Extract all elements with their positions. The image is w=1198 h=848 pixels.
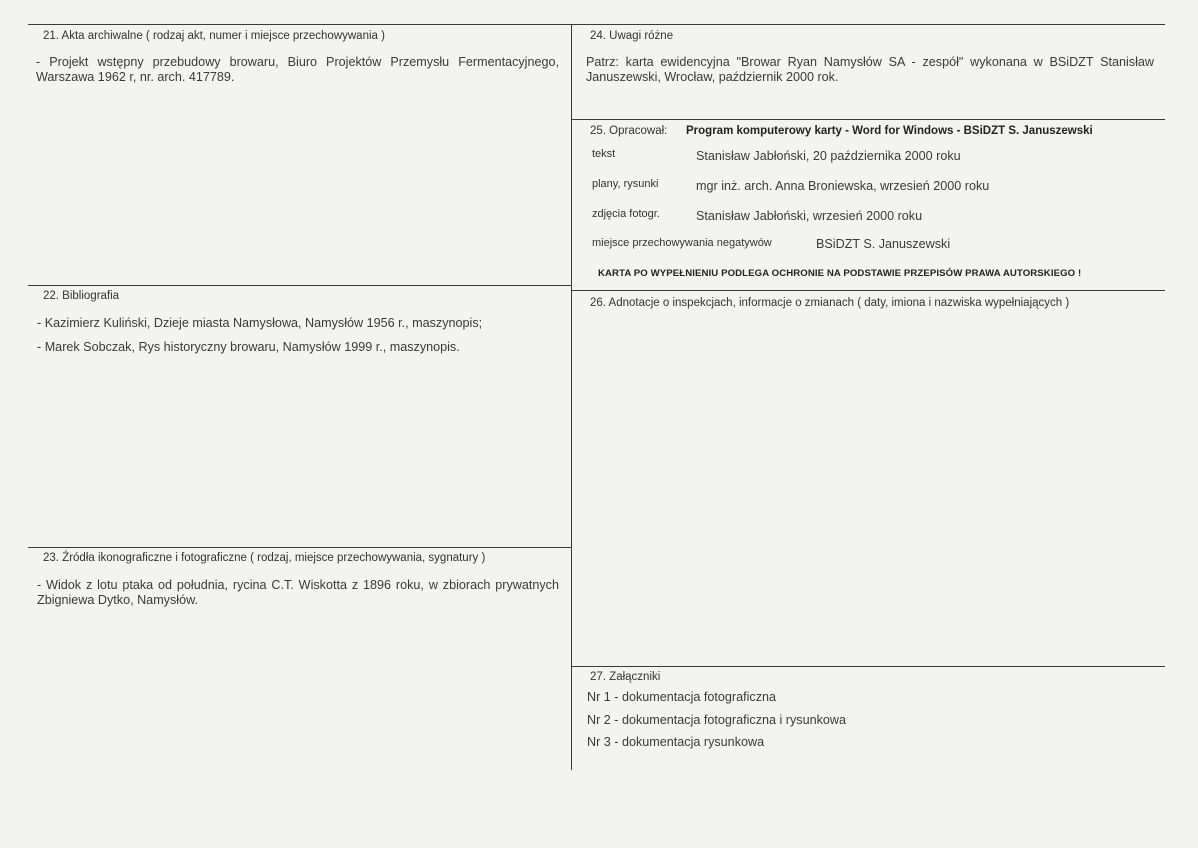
rule-right-26 [572, 290, 1165, 291]
section-22-item-1: - Kazimierz Kuliński, Dzieje miasta Namysłowa, Namysłów 1956 r., maszynopis; [37, 316, 483, 330]
center-divider [571, 24, 572, 770]
section-21-item: - Projekt wstępny przebudowy browaru, Biuro Projektów Przemysłu Fermentacyjnego, Warszawa 1962 r, nr. arch. 417789. [36, 55, 559, 84]
section-24-text: Patrz: karta ewidencyjna "Browar Ryan Namysłów SA - zespół" wykonana w BSiDZT Stanisław Januszewski, Wrocław, październik 2000 rok. [586, 55, 1154, 84]
attachment-item-2: Nr 2 - dokumentacja fotograficzna i rysunkowa [587, 713, 846, 727]
attachment-item-3: Nr 3 - dokumentacja rysunkowa [587, 735, 765, 749]
s25-value-negatywy: BSiDZT S. Januszewski [816, 237, 951, 251]
section-22-label: 22. Bibliografia [43, 290, 120, 302]
section-27-label: 27. Załączniki [590, 671, 661, 683]
rule-left-23 [28, 547, 571, 548]
rule-right-27 [572, 666, 1165, 667]
s25-key-zdjecia: zdjęcia fotogr. [592, 208, 660, 220]
section-22-item-2: - Marek Sobczak, Rys historyczny browaru, Namysłów 1999 r., maszynopis. [37, 340, 460, 354]
rule-left-22 [28, 285, 571, 286]
top-rule [28, 24, 1165, 25]
s25-value-tekst: Stanisław Jabłoński, 20 października 2000 roku [696, 149, 961, 163]
s25-key-tekst: tekst [592, 148, 616, 160]
s25-key-plany: plany, rysunki [592, 178, 659, 190]
section-23-label: 23. Źródła ikonograficzne i fotograficzne ( rodzaj, miejsce przechowywania, sygnatury ) [43, 552, 486, 564]
copyright-warning: KARTA PO WYPEŁNIENIU PODLEGA OCHRONIE NA PODSTAWIE PRZEPISÓW PRAWA AUTORSKIEGO ! [598, 268, 1082, 279]
section-24-label: 24. Uwagi różne [590, 30, 674, 42]
section-21-label: 21. Akta archiwalne ( rodzaj akt, numer i miejsce przechowywania ) [43, 30, 385, 42]
section-23-item: - Widok z lotu ptaka od południa, rycina C.T. Wiskotta z 1896 roku, w zbiorach prywatnych Zbigniewa Dytko, Namysłów. [37, 578, 559, 607]
rule-right-25 [572, 119, 1165, 120]
attachment-item-1: Nr 1 - dokumentacja fotograficzna [587, 690, 776, 704]
s25-value-plany: mgr inż. arch. Anna Broniewska, wrzesień 2000 roku [696, 179, 990, 193]
s25-value-zdjecia: Stanisław Jabłoński, wrzesień 2000 roku [696, 209, 923, 223]
section-25-program: Program komputerowy karty - Word for Windows - BSiDZT S. Januszewski [686, 125, 1093, 137]
s25-key-negatywy: miejsce przechowywania negatywów [592, 237, 772, 249]
section-26-label: 26. Adnotacje o inspekcjach, informacje o zmianach ( daty, imiona i nazwiska wypełniających ) [590, 297, 1070, 309]
section-25-label: 25. Opracował: [590, 125, 668, 137]
